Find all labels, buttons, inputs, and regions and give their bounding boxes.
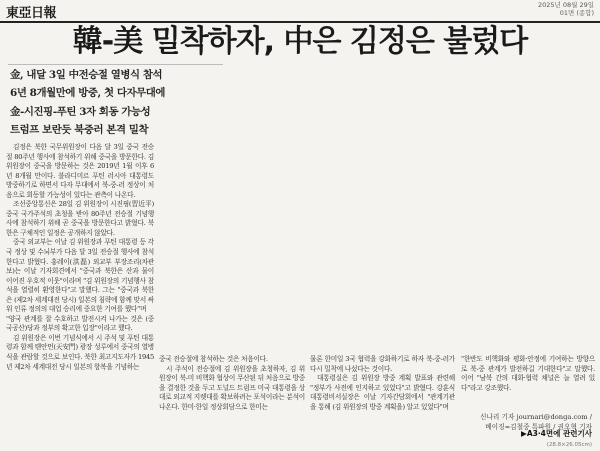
- dateline: [538, 1, 594, 17]
- body-paragraph: 중국 외교부는 이날 김 위원장과 푸틴 대통령 등 각국 정상 및 수뇌부가 다음 달 3일 전승절 행사에 참석한다고 밝혔다. 훙레이(洪磊) 외교부 부장조리(차관보)는 이날 기자회견에서 "중국과 북한은 산과 물이 이어진 우호적 이웃"이라며 "김 위원장의 기념행사 참석을 열렬히 환영한다"고 말했다. 그는 "중국과 북한은 (제2차 세계대전 당시) 일본의 침략에 함께 맞서 싸워 인류 정의의 대업 승리에 중요한 기여를 했다"며: [6, 238, 154, 314]
- newspaper-masthead: 東亞日報: [6, 6, 57, 21]
- clipping-size: (28.8×26.05cm): [546, 442, 592, 448]
- body-paragraph: 대통령실은 김 위원장 방중 계획 발표와 관련해 "정부가 사전에 인지하고 있었다"고 밝혔다. 강훈식 대통령비서실장은 이날 기자간담회에서 "관계기관을 통해 (김 위원장의 방중 계획을) 알고 있었다"며: [310, 374, 455, 411]
- byline-reporter: 신나리 기자 journari@donga.com /: [480, 413, 592, 421]
- page-section: 01면 (종합): [559, 9, 594, 17]
- subhead-divider: [8, 64, 223, 65]
- body-column-4: [461, 355, 595, 393]
- subhead-group-1: [10, 66, 240, 102]
- related-article-link[interactable]: ▶A3·4면에 관련기사: [521, 429, 592, 438]
- body-column-2: [159, 355, 305, 447]
- subhead-line: 金, 내달 3일 中전승절 열병식 참석: [10, 69, 163, 81]
- subhead-group-2: [10, 103, 240, 139]
- body-paragraph: 중국 전승절에 참석하는 것은 처음이다.: [159, 355, 268, 363]
- subhead-line: 6년 8개월만에 방중, 첫 다자무대에: [10, 87, 166, 99]
- subhead-line: 트럼프 보란듯 북중러 본격 밀착: [10, 124, 149, 136]
- byline-reporters: 베이징=김철중 특파원 / 권오혁 기자: [485, 423, 592, 431]
- body-paragraph: 물론 한미일 3국 협력을 강화하기로 하자 북-중-러가 다시 밀착에 나섰다는 것이다.: [310, 355, 455, 373]
- body-paragraph: "양국 관계를 잘 수호하고 발전시켜 나가는 것은 (중국공산)당과 정부의 확고한 입장"이라고 했다.: [6, 314, 154, 333]
- body-paragraph: "한반도 비핵화와 평화·안정에 기여하는 방향으로 북-중 관계가 발전하길 기대한다"고 말했다. 이어 "남북 간의 대화·협력 채널은 늘 열려 있다"라고 강조했다.: [461, 355, 595, 392]
- body-paragraph: 김 위원장은 이번 기념식에서 시 주석 및 푸틴 대통령과 함께 톈안먼(天安門) 광장 성루에서 중국의 열병식을 관람할 것으로 보인다. 북한 최고지도자가 1945년 제2차 세계대전 당시 일본의 항복을 기념하는: [6, 333, 154, 371]
- subhead-line: 金-시진핑-푸틴 3자 회동 가능성: [10, 106, 151, 118]
- body-paragraph: 김정은 북한 국무위원장이 다음 달 3일 중국 전승절 80주년 행사에 참석하기 위해 중국을 방문한다. 김 위원장이 중국을 방문하는 것은 2019년 1월 이후 6년 8개월 만이다. 블라디미르 푸틴 러시아 대통령도 방중하기로 하면서 다자 무대에서 북-중-러 정상이 처음으로 회동할 가능성이 있다는 관측이 나온다.: [6, 143, 154, 199]
- issue-date: 2025년 08월 29일: [537, 1, 594, 9]
- body-paragraph: 조선중앙통신은 28일 김 위원장이 시진핑(習近平) 중국 국가주석의 초청을 받아 80주년 전승절 기념행사에 참석하기 위해 곧 중국을 방문한다고 밝혔다. 북한은 구체적인 일정은 공개하지 않았다.: [6, 200, 154, 237]
- page-headline: 韓-美 밀착하자, 中은 김정은 불렀다: [72, 24, 528, 59]
- body-column-1: [6, 143, 154, 443]
- body-column-3: [310, 355, 455, 447]
- body-paragraph: 시 주석이 전승절에 김 위원장을 초청하자, 김 위원장이 북-미 비핵화 협상이 무산된 뒤 처음으로 방중을 결정한 것을 두고 도널드 트럼프 미국 대통령을 상대로 외교적 지렛대를 확보하려는 포석이라는 분석이 나온다. 한미·한일 정상회담으로 한미는: [159, 364, 305, 411]
